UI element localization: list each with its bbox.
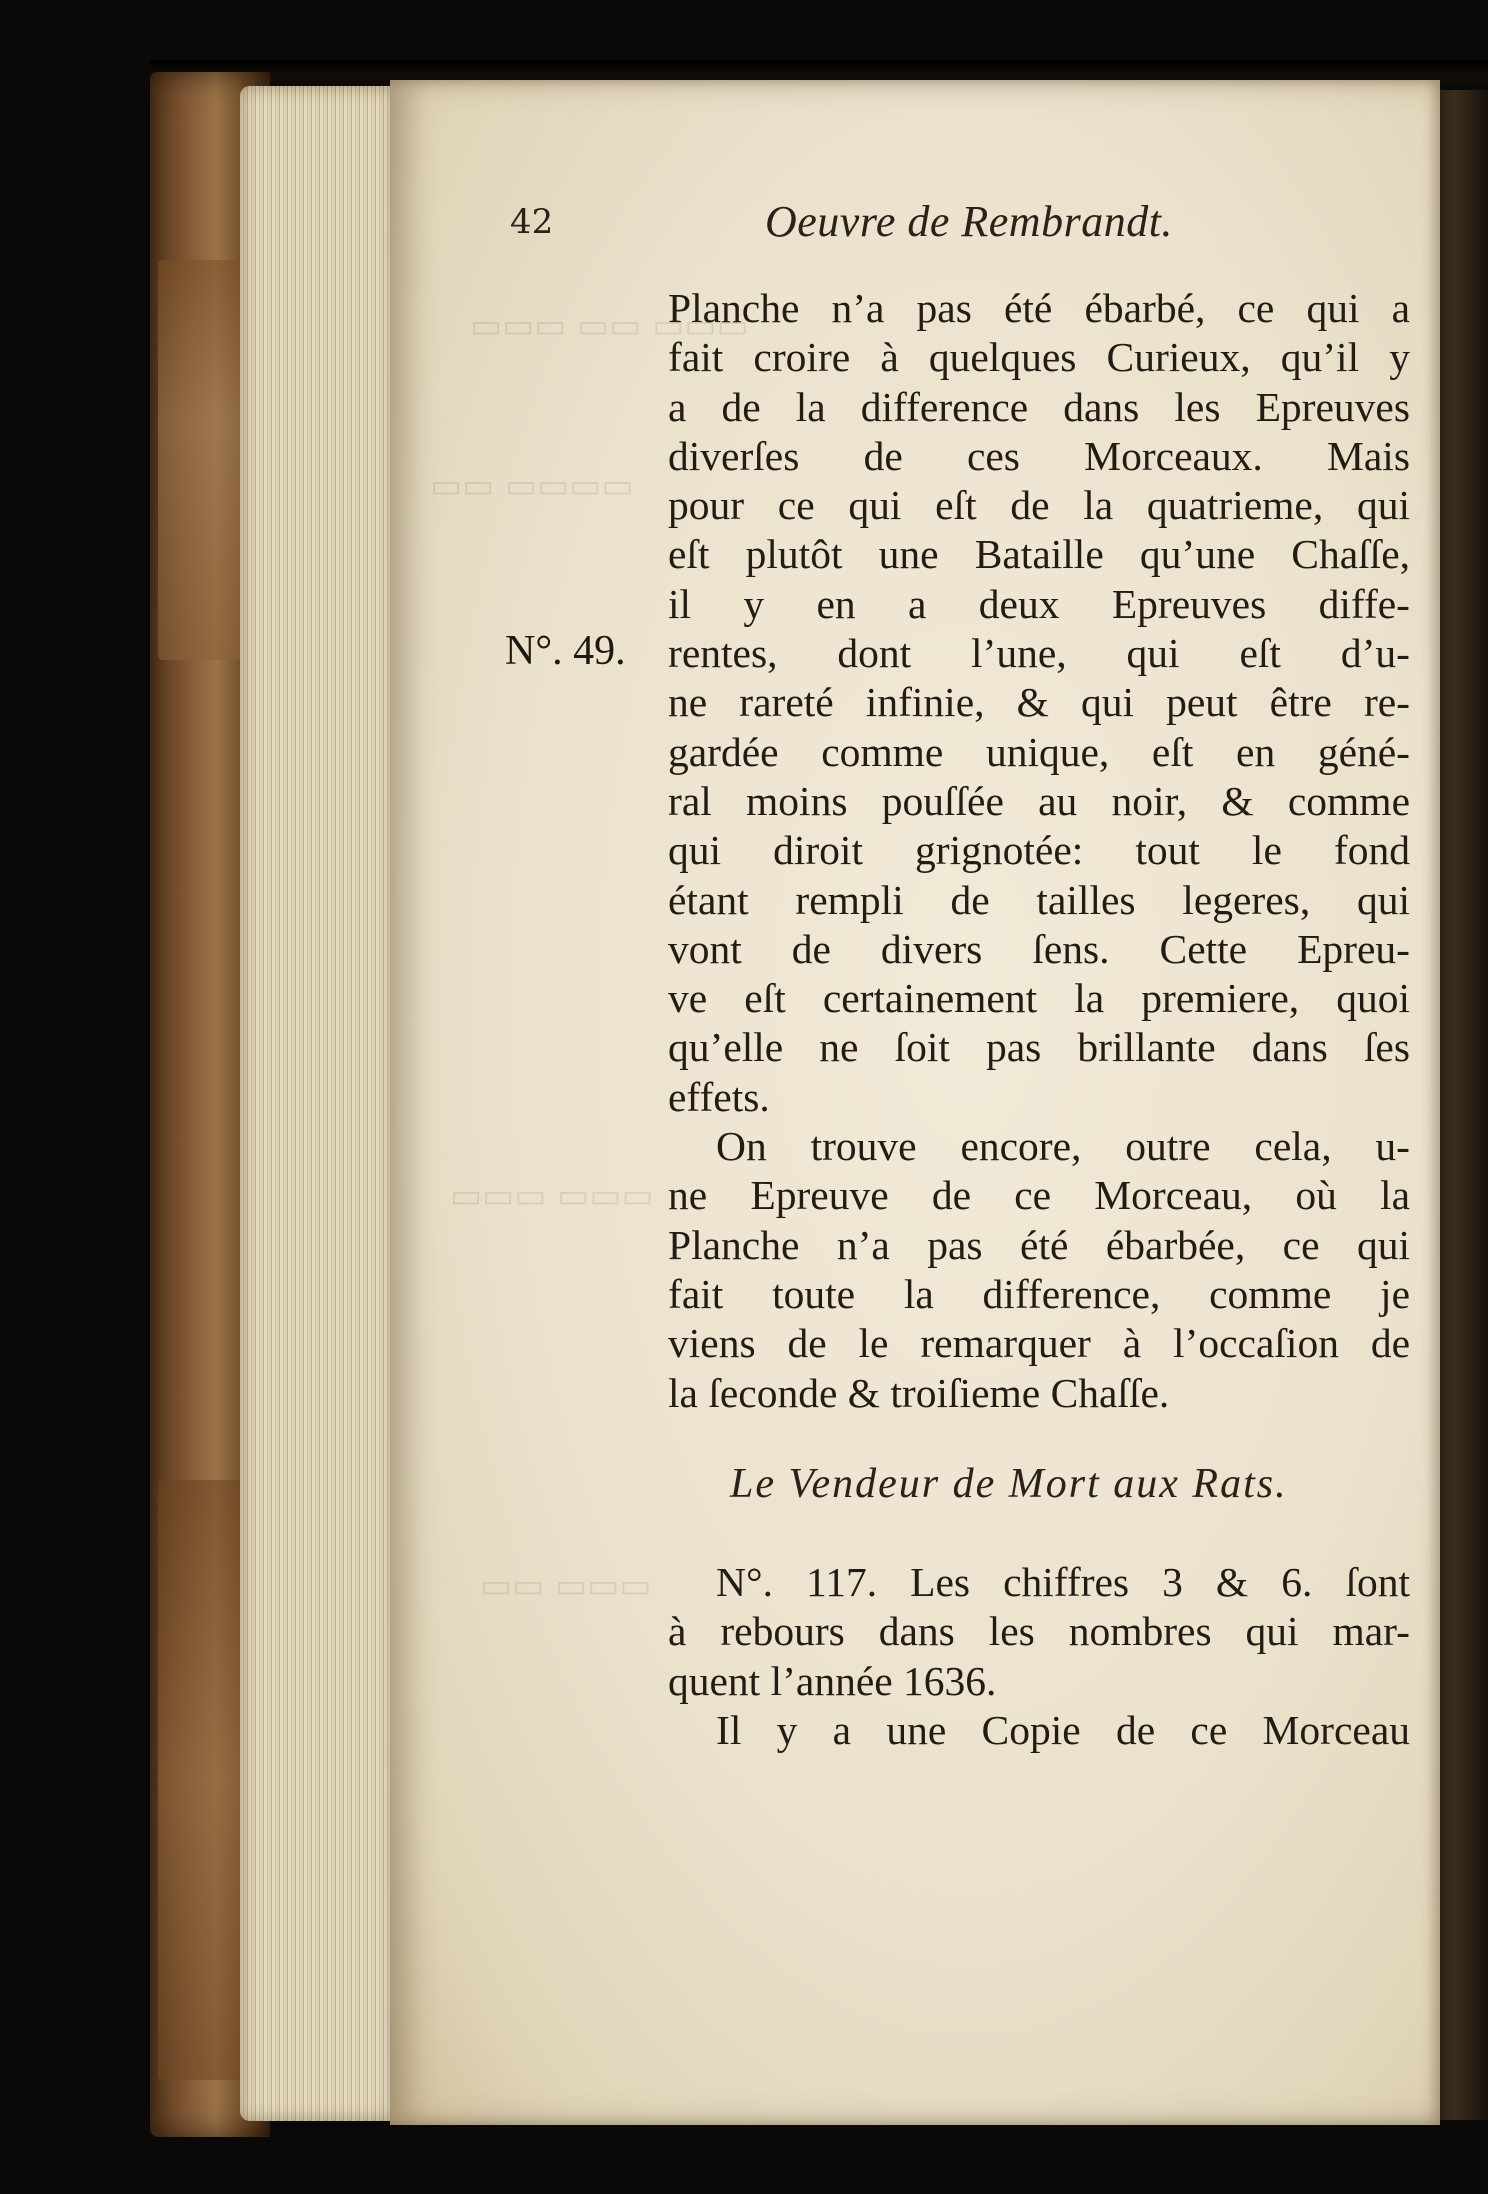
text-line: étant rempli de tailles legeres, qui [668,876,1410,923]
text-line: à rebours dans les nombres qui mar- [668,1608,1410,1655]
text-line: gardée comme unique, eſt en géné- [668,728,1410,775]
margin-note: N°. 49. [505,628,626,674]
running-title: Oeuvre de Rembrandt. [765,197,1173,246]
cover-leather-patch-lower [158,1480,248,2080]
text-line: qui diroit grignotée: tout le fond [668,827,1410,874]
page-right-shadow [1440,90,1488,2120]
text-line: ne Epreuve de ce Morceau, où la [668,1172,1410,1219]
text-line: fait toute la difference, comme je [668,1270,1410,1317]
text-line: a de la difference dans les Epreuves [668,383,1410,430]
text-line: N°. 117. Les chiffres 3 & 6. ſont [716,1559,1410,1605]
text-line: Planche n’a pas été ébarbée, ce qui [668,1221,1410,1268]
page-edges [240,86,395,2121]
text-line: ne rareté infinie, & qui peut être re- [668,679,1410,726]
text-line: Il y a une Copie de ce Morceau [716,1706,1410,1753]
text-line: il y en a deux Epreuves diffe- [668,580,1410,627]
text-line: rentes, dont l’une, qui eſt d’u- [668,630,1410,677]
text-line: quent l’année 1636. [668,1657,997,1704]
text-line: effets. [668,1073,770,1120]
text-line: ve eſt certainement la premiere, quoi [668,975,1410,1022]
text-line: eſt plutôt une Bataille qu’une Chaſſe, [668,531,1410,578]
text-line: la ſeconde & troiſieme Chaſſe. [668,1369,1170,1416]
section-title: Le Vendeur de Mort aux Rats. [730,1461,1288,1507]
text-line: fait croire à quelques Curieux, qu’il y [668,334,1410,381]
body-text [668,284,1410,1418]
text-line: vont de divers ſens. Cette Epreu- [668,925,1410,972]
text-line: On trouve encore, outre cela, u- [716,1123,1410,1170]
body-text-lower [668,1558,1410,1755]
cover-leather-patch [158,260,248,660]
page-header [510,196,1410,256]
page-number: 42 [510,202,554,242]
text-line: Planche n’a pas été ébarbé, ce qui a [668,285,1410,331]
text-line: qu’elle ne ſoit pas brillante dans ſes [668,1024,1410,1071]
text-line: ral moins pouſſée au noir, & comme [668,777,1410,824]
text-line: viens de le remarquer à l’occaſion de [668,1320,1410,1367]
text-line: diverſes de ces Morceaux. Mais [668,432,1410,479]
text-line: pour ce qui eſt de la quatrieme, qui [668,482,1410,529]
